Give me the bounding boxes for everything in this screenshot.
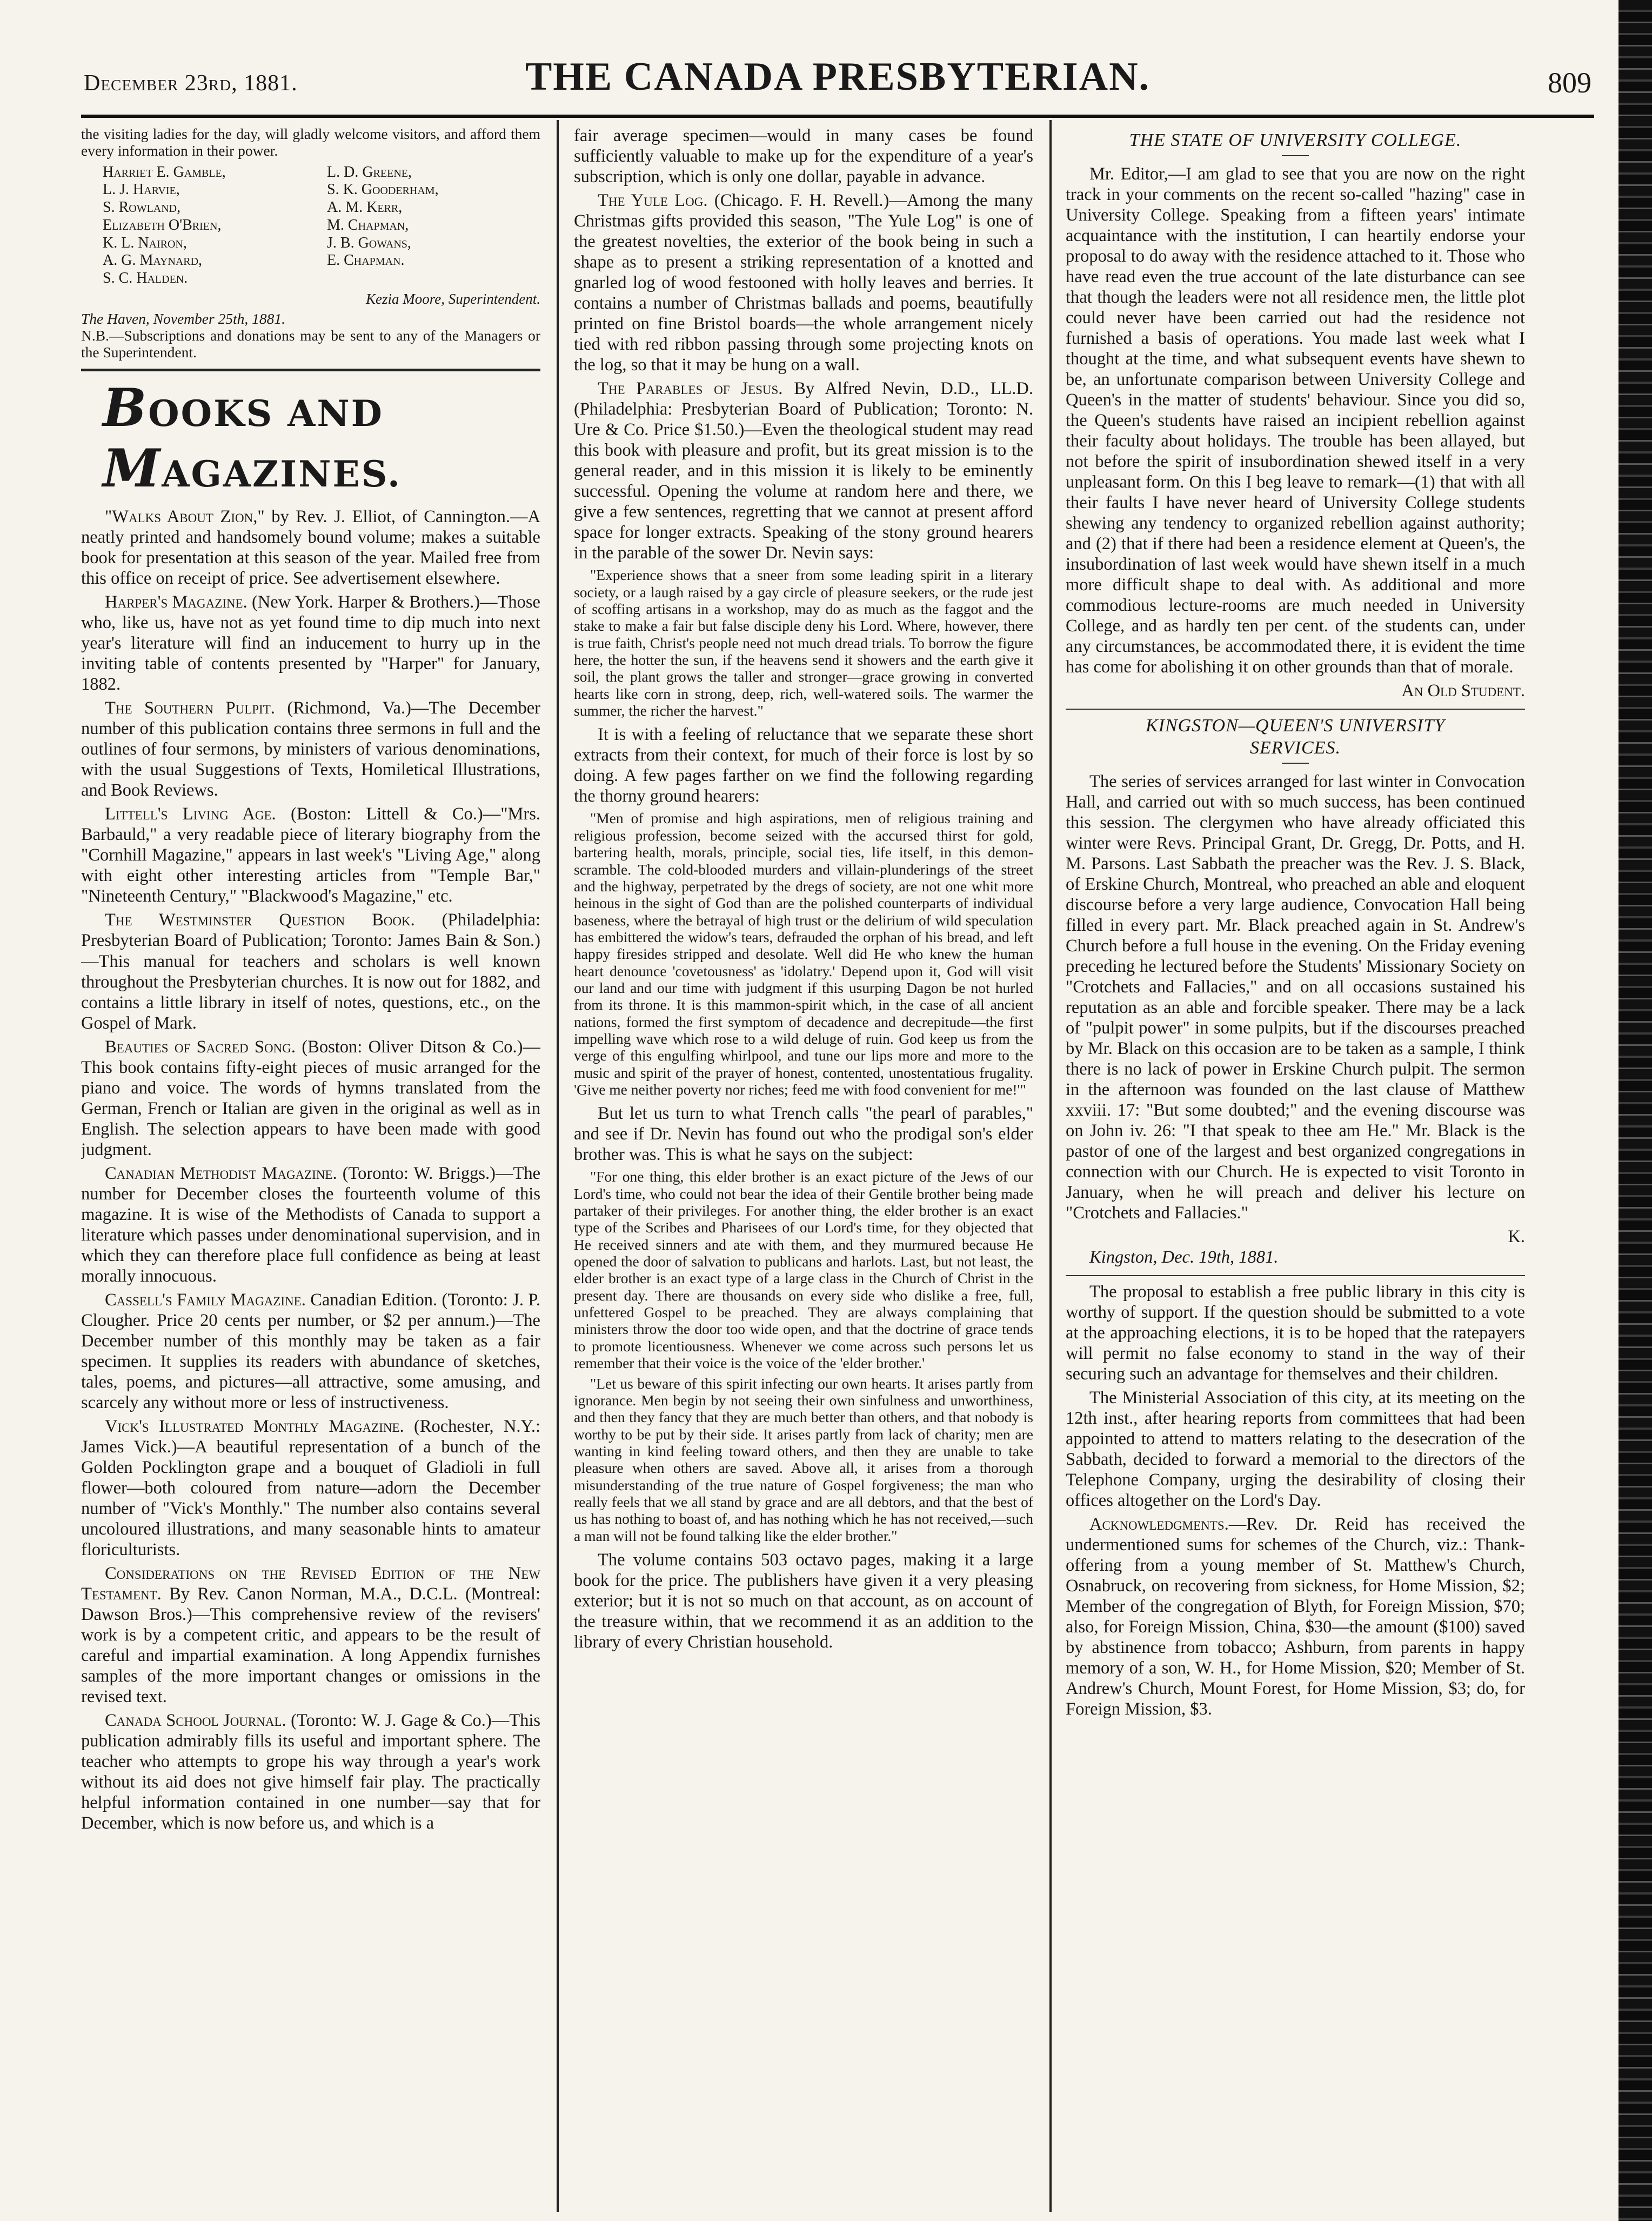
review-sacred-song: Beauties of Sacred Song. (Boston: Oliver Ditson & Co.)—This book contains fifty-eight pieces of music arranged for the piano and voice. The words of hymns translated from the German, French or Italian are given in the original as well as in English. The selection appears to have been made with good judgment. <box>81 1037 540 1159</box>
review-yule-log: The Yule Log. (Chicago. F. H. Revell.)—Among the many Christmas gifts provided this season, "The Yule Log" is one of the greatest novelties, the exterior of the book being in such a shape as to present a striking representation of a knotted and gnarled log of wood festooned with holly leaves and berries. It contains a number of Christmas ballads and poems, beautifully printed on fine Bristol boards—the whole arrangement nicely tied with red ribbon passing through some projecting knots on the log, so that it may be hung on a wall. <box>574 191 1033 375</box>
review-harpers: Harper's Magazine. (New York. Harper & Brothers.)—Those who, like us, have not as yet found time to dip much into next year's literature will find an inducement to hurry up in the inviting table of contents presented by "Harper" for January, 1882. <box>81 592 540 695</box>
visiting-ladies-text: the visiting ladies for the day, will gladly welcome visitors, and afford them every information in their power. <box>81 125 540 159</box>
article-kingston-services: The series of services arranged for last winter in Convocation Hall, and carried out with so much success, has been continued this session. The clergymen who have already officiated this winter were Revs. Principal Grant, Dr. Gregg, Dr. Potts, and H. M. Parsons. Last Sabbath the preacher was the Rev. J. S. Black, of Erskine Church, Montreal, who preached an able and eloquent discourse before a very large audience, Convocation Hall being filled in every part. Mr. Black preached again in St. Andrew's Church before a full house in the evening. On the Friday evening preceding he lectured before the Students' Missionary Society on "Crotchets and Fallacies," and on all occasions sustained his reputation as an able and forcible speaker. There may be a lack of "pulpit power" in some pulpits, but if the discourses preached by Mr. Black on this occasion are to be taken as a sample, I think there is no lack of power in Erskine Church pulpit. The sermon in the afternoon was founded on the last clause of Matthew xxviii. 17: "But some doubted;" and the evening discourse was on John iv. 26: "I that speak to thee am He." Mr. Black is the pastor of one of the largest and best organized congregations in connection with our Church. He is expected to visit Toronto in January, when he will preach and deliver his lecture on "Crotchets and Fallacies." <box>1066 771 1525 1223</box>
section-rule <box>1066 709 1525 710</box>
books-and-magazines-heading: BOOKS AND MAGAZINES. <box>103 377 402 499</box>
review-parables: The Parables of Jesus. By Alfred Nevin, D.D., LL.D. (Philadelphia: Presbyterian Board of Publication; Toronto: N. Ure & Co. Price $1.50.)—Even the theological student may read this book with pleasure and profit, but its great mission is to the general reader, and in this mission it is likely to be eminently successful. Opening the volume at random here and there, we give a few sentences, regretting that we cannot at present afford space for longer extracts. Speaking of the stony ground hearers in the parable of the sower Dr. Nevin says: <box>574 379 1033 563</box>
manager-name: L. J. Harvie, <box>103 181 180 198</box>
manager-name: S. K. Gooderham, <box>327 181 439 198</box>
header-rule <box>81 115 1594 118</box>
review-southern-pulpit: The Southern Pulpit. (Richmond, Va.)—The December number of this publication contains three sermons in full and the outlines of four sermons, by ministers of various denominations, with the usual Suggestions of Texts, Homiletical Illustrations, and Book Reviews. <box>81 698 540 801</box>
column-divider <box>1049 120 1052 2212</box>
review-vicks: Vick's Illustrated Monthly Magazine. (Rochester, N.Y.: James Vick.)—A beautiful representation of a bunch of the Golden Pocklington grape and a bouquet of Gladioli in full flower—both coloured from nature—adorn the December number of "Vick's Monthly." The number also contains several uncoloured illustrations, and many seasonable hints to amateur floriculturists. <box>81 1416 540 1559</box>
review-walks-about-zion: "Walks About Zion," by Rev. J. Elliot, of Cannington.—A neatly printed and handsomely bound volume; makes a suitable book for presentation at this season of the year. Mailed free from this office on receipt of price. See advertisement elsewhere. <box>81 507 540 589</box>
paragraph-acknowledgments: Acknowledgments.—Rev. Dr. Reid has received the undermentioned sums for schemes of the Church, viz.: Thank-offering from a young member of St. Matthew's Church, Osnabruck, on recovering from sickness, for Home Mission, $2; Member of the congregation of Blyth, for Foreign Mission, $70; also, for Foreign Mission, China, $30—the amount ($100) saved by abstinence from tobacco; Ashburn, from parents in happy memory of a son, W. H., for Home Mission, $20; Member of St. Andrew's Church, Mount Forest, for Home Mission, $3; do, for Foreign Mission, $3. <box>1066 1515 1525 1719</box>
column-divider <box>557 120 559 2212</box>
issue-date: December 23rd, 1881. <box>84 71 298 96</box>
column-1 <box>81 125 540 2212</box>
page-number: 809 <box>1548 66 1591 99</box>
manager-name: Elizabeth O'Brien, <box>103 216 222 234</box>
superintendent-signature: Kezia Moore, Superintendent. <box>366 290 540 307</box>
heading-university-college: THE STATE OF UNIVERSITY COLLEGE. <box>1129 130 1462 150</box>
paragraph-pearl-of-parables: But let us turn to what Trench calls "the pearl of parables," and see if Dr. Nevin has found out who the prodigal son's elder brother was. This is what he says on the subject: <box>574 1104 1033 1165</box>
review-methodist-magazine: Canadian Methodist Magazine. (Toronto: W. Briggs.)—The number for December closes the fourteenth volume of this magazine. It is wise of the Methodists of Canada to support a literature which passes under denominational supervision, and in which they can therefore place full confidence as being at least morally innocuous. <box>81 1163 540 1286</box>
column-2 <box>574 125 1033 2212</box>
services-dateline: Kingston, Dec. 19th, 1881. <box>1089 1248 1279 1268</box>
place-date: The Haven, November 25th, 1881. <box>81 310 286 327</box>
paragraph-volume: The volume contains 503 octavo pages, making it a large book for the price. The publishers have given it a very pleasing exterior; but it is not so much on that account, as on account of the treasure within, that we recommend it as an addition to the library of every Christian household. <box>574 1550 1033 1652</box>
manager-name: M. Chapman, <box>327 216 409 234</box>
review-cassells: Cassell's Family Magazine. Canadian Edition. (Toronto: J. P. Clougher. Price 20 cents per number, or $2 per annum.)—The December number of this monthly may be taken as a fair specimen. It supplies its readers with abundance of sketches, tales, poems, and pictures—all attractive, some amusing, and scarcely any without more or less of instructiveness. <box>81 1290 540 1412</box>
manager-name: A. M. Kerr, <box>327 199 403 216</box>
section-rule <box>1066 1275 1525 1276</box>
quote-stony-ground: "Experience shows that a sneer from some leading spirit in a literary society, or a laugh raised by a gay circle of pleasure seekers, or the rude jest of scoffing artisans in a workshop, may do as much as the faggot and the stake to make a fair but false disciple deny his Lord. Where, however, there is true faith, Christ's people need not much dread trials. To borrow the figure here, the hotter the sun, if the heavens send it showers and the earth give it soil, the plant grows the taller and stronger—grace growing in converted hearts like corn in strong, deep, rich, well-watered soils. The warmer the summer, the richer the harvest." <box>574 566 1033 719</box>
review-revised-edition: Considerations on the Revised Edition of the New Testament. By Rev. Canon Norman, M.A., D.C.L. (Montreal: Dawson Bros.)—This comprehensive review of the revisers' work is by a competent critic, and appears to be the result of careful and impartial examination. A long Appendix furnishes samples of the more important changes or omissions in the revised text. <box>81 1563 540 1707</box>
quote-elder-brother: "For one thing, this elder brother is an exact picture of the Jews of our Lord's time, who could not bear the idea of their Gentile brother being made partaker of their privileges. For another thing, the elder brother is an exact type of the Scribes and Pharisees of our Lord's time, for they objected that He received sinners and ate with them, and they murmured because He opened the door of salvation to publicans and harlots. Last, but not least, the elder brother is an exact type of a large class in the Church of Christ in the present day. There are thousands on every side who dislike a free, full, unfettered Gospel to be preached. They are always complaining that ministers throw the door too wide open, and that the doctrine of grace tends to promote licentiousness. Whenever we come across such persons let us remember that their voice is the voice of the 'elder brother.' "Let us beware of this spirit infecting our own hearts. It arises partly from ignorance. Men begin by not seeing their own sinfulness and unworthiness, and then they fancy that they are much better than others, and that nobody is worthy to be put by their side. It arises partly from lack of charity; men are wanting in kind feeling toward others, and then they are unable to take pleasure when others are saved. Above all, it arises from a thorough misunderstanding of the true nature of Gospel forgiveness; the man who really feels that we all stand by grace and are all debtors, and that the best of us has nothing to boast of, and has nothing which he has not received,—such a man will not be found talking like the elder brother." <box>574 1168 1033 1544</box>
heading-dash <box>1282 155 1309 156</box>
page-header <box>84 54 1591 114</box>
review-littells: Littell's Living Age. (Boston: Littell & Co.)—"Mrs. Barbauld," a very readable piece of literary biography from the "Cornhill Magazine," appears in last week's "Living Age," along with eight other interesting articles from "Temple Bar," "Nineteenth Century," "Blackwood's Magazine," etc. <box>81 804 540 906</box>
scan-edge <box>1618 0 1652 2221</box>
review-school-journal: Canada School Journal. (Toronto: W. J. Gage & Co.)—This publication admirably fills its useful and important sphere. The teacher who attempts to grope his way through a year's work without its aid does not give himself fair play. The practically helpful information contained in one number—say that for December, which is now before us, and which is a <box>81 1711 540 1833</box>
letter-signature: An Old Student. <box>1401 681 1525 701</box>
newspaper-title: THE CANADA PRESBYTERIAN. <box>525 55 1151 99</box>
manager-name: L. D. Greene, <box>327 163 412 181</box>
heading-kingston-services: KINGSTON—QUEEN'S UNIVERSITY <box>1145 716 1446 736</box>
paragraph-extracts: It is with a feeling of reluctance that we separate these short extracts from their context, for much of their force is lost by so doing. A few pages farther on we find the following regarding the thorny ground hearers: <box>574 725 1033 806</box>
manager-name: E. Chapman. <box>327 252 405 269</box>
letter-university-college: Mr. Editor,—I am glad to see that you are now on the right track in your comments on the recent so-called "hazing" case in University College. Speaking from a fifteen years' intimate acquaintance with the institution, I can heartily endorse your proposal to do away with the residence attached to it. Those who have read even the true account of the late disturbance can see that though the leaders were not all residence men, the little plot could never have been carried out had the residence not furnished a basis of operations. You made last week what I thought at the time, and what subsequent events have shewn to be, an unfortunate comparison between University College and Queen's in the matter of students' behaviour. Since you did so, the Queen's students have raised an incipient rebellion against their faculty about holidays. The trouble has been allayed, but not before the spirit of insubordination shewed itself in a very unpleasant form. On this I beg leave to remark—(1) that with all their faults I have never heard of University College students shewing any tendency to organized rebellion against authority; and (2) that if there had been a residence element at Queen's, the insubordination of last week would have shewn itself in a much more difficult shape to deal with. As additional and more commodious lecture-rooms are much needed in University College, and as hardly ten per cent. of the students can, under any circumstances, be accommodated there, it is evident the time has come for abolishing it on other grounds than that of morale. <box>1066 164 1525 677</box>
manager-name: A. G. Maynard, <box>103 252 203 269</box>
manager-name: K. L. Nairon, <box>103 234 187 251</box>
review-continued: fair average specimen—would in many cases be found sufficiently valuable to make up for the expenditure of a year's subscription, which is only one dollar, payable in advance. <box>574 126 1033 187</box>
paragraph-public-library: The proposal to establish a free public library in this city is worthy of support. If the question should be submitted to a vote at the approaching elections, it is to be hoped that the ratepayers will permit no false economy to stand in the way of their securing such an advantage for themselves and their children. <box>1066 1282 1525 1384</box>
services-signature: K. <box>1508 1227 1525 1247</box>
heading-kingston-services-2: SERVICES. <box>1250 738 1341 758</box>
column-3 <box>1066 125 1525 2212</box>
heading-dash <box>1282 763 1309 764</box>
managers-list <box>103 164 540 288</box>
section-rule <box>81 369 540 371</box>
subscriptions-note: N.B.—Subscriptions and donations may be sent to any of the Managers or the Superintendent. <box>81 326 540 361</box>
manager-name: S. C. Halden. <box>103 270 188 287</box>
quote-thorny-ground: "Men of promise and high aspirations, men of religious training and religious profession, become seized with the accursed thirst for gold, bartering health, morals, principle, social ties, life itself, in this demon-scramble. The cold-blooded murders and villain-plunderings of the street and the highway, perpetrated by the dregs of society, are not one whit more heinous in the sight of God than are the polished counterparts of individual baseness, where the betrayal of high trust or the delirium of wild speculation has embittered the widow's tears, defrauded the orphan of his bread, and left happy firesides stripped and desolate. Well did He who knew the human heart denounce 'covetousness' as 'idolatry.' Depend upon it, God will visit our land and our time with judgment if this usurping Dagon be not hurled from its throne. It is this mammon-spirit which, in the case of all ancient nations, formed the first symptom of decadence and decrepitude—the first impelling wave which rose to a wild deluge of ruin. God keep us from the verge of this engulfing whirlpool, and tune our lips more and more to the music and spirit of the prayer of honest, contented, unostentatious frugality. 'Give me neither poverty nor riches; feed me with food convenient for me!'" <box>574 810 1033 1098</box>
paragraph-ministerial-association: The Ministerial Association of this city, at its meeting on the 12th inst., after hearing reports from committees that had been appointed to attend to matters relating to the desecration of the Sabbath, decided to forward a memorial to the directors of the Telephone Company, urging the desirability of closing their offices altogether on the Lord's Day. <box>1066 1388 1525 1511</box>
manager-name: S. Rowland, <box>103 199 181 216</box>
manager-name: Harriet E. Gamble, <box>103 163 226 181</box>
review-westminster: The Westminster Question Book. (Philadelphia: Presbyterian Board of Publication; Toronto: James Bain & Son.)—This manual for teachers and scholars is well known throughout the Presbyterian churches. It is now out for 1882, and contains a little library in itself of notes, questions, etc., on the Gospel of Mark. <box>81 910 540 1033</box>
manager-name: J. B. Gowans, <box>327 234 411 251</box>
